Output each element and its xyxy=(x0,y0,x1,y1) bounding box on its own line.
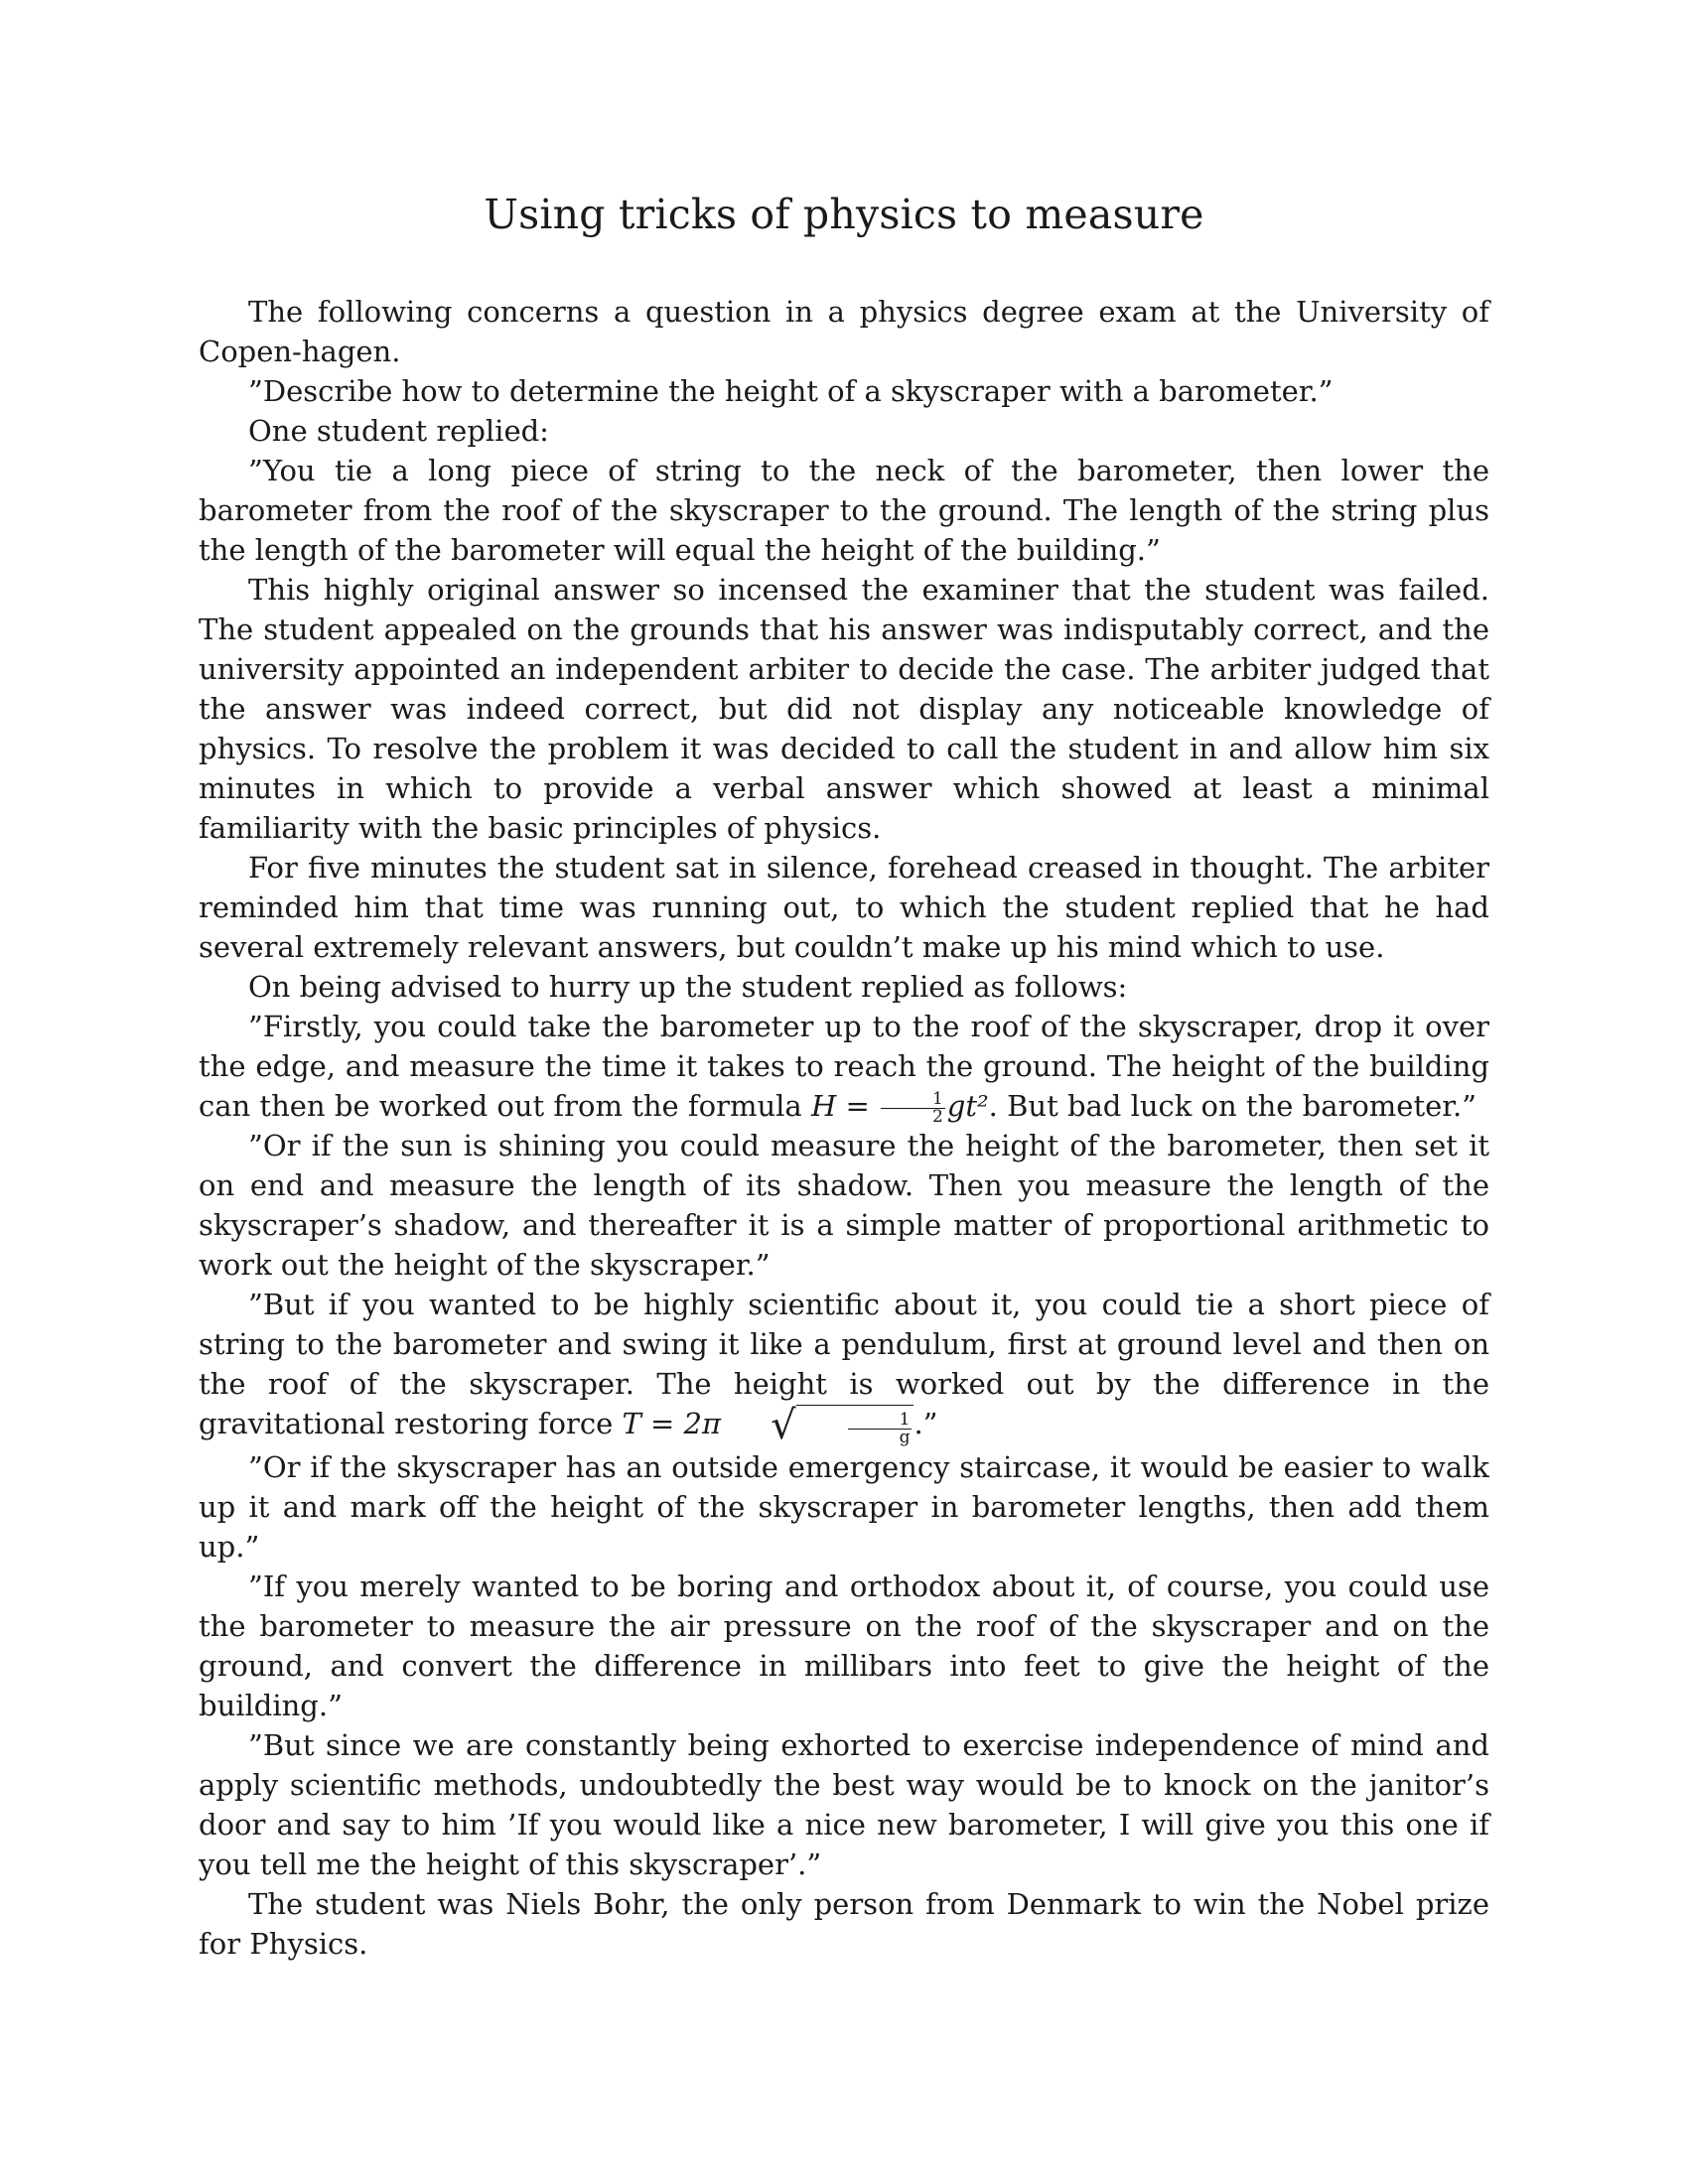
paragraph-student-replied: One student replied: xyxy=(248,414,549,448)
paragraph-conclusion: The student was Niels Bohr, the only person from Denmark to win the Nobel prize for Physics. xyxy=(199,1886,1489,1961)
page-title: Using tricks of physics to measure xyxy=(484,191,1204,238)
paragraph-intro: The following concerns a question in a physics degree exam at the University of Copen-hagen. xyxy=(199,295,1489,368)
paragraph-drop-answer xyxy=(199,1007,1489,1126)
paragraph-pressure-answer: ”If you merely wanted to be boring and orthodox about it, of course, you could use the barometer to measure the air pressure on the roof of the skyscraper and on the ground, and convert the difference in millibars into feet to give the height of the building.” xyxy=(199,1569,1489,1722)
paragraph-drop-text: ”Firstly, you could take the barometer up to the roof of the skyscraper, drop it over the edge, and measure the time it takes to reach the ground. The height of the building can then be worked out from the formula xyxy=(199,1010,1489,1123)
pendulum-formula xyxy=(622,1403,914,1449)
paragraph-pendulum-tail: .” xyxy=(914,1407,938,1440)
free-fall-formula xyxy=(810,1088,989,1127)
paragraph-string-answer: ”You tie a long piece of string to the neck of the barometer, then lower the barometer from the roof of the skyscraper to the ground. The length of the string plus the length of the barometer will equal the height of the building.” xyxy=(199,454,1489,567)
paragraph-drop-tail: . But bad luck on the barometer.” xyxy=(988,1089,1477,1123)
paragraph-hurry: On being advised to hurry up the student replied as follows: xyxy=(248,970,1128,1004)
radical-sign: √ xyxy=(771,1403,796,1449)
document-page xyxy=(199,185,1489,1964)
fraction-l-over-g xyxy=(848,1412,913,1446)
formula-rhs: gt² xyxy=(946,1089,989,1123)
fraction-numerator: 1 xyxy=(848,1412,913,1430)
formula-lhs: H = xyxy=(810,1089,879,1123)
paragraph-question: ”Describe how to determine the height of a skyscraper with a barometer.” xyxy=(248,374,1334,408)
radicand xyxy=(796,1405,914,1447)
paragraph-silence: For five minutes the student sat in silence, forehead creased in thought. The arbiter reminded him that time was running out, to which the student replied that he had several extremely relevant answers, but couldn’t make up his mind which to use. xyxy=(199,851,1489,964)
paragraph-appeal: This highly original answer so incensed the examiner that the student was failed. The student appealed on the grounds that his answer was indisputably correct, and the university appointed an independent arbiter to decide the case. The arbiter judged that the answer was indeed correct, but did not display any noticeable knowledge of physics. To resolve the problem it was decided to call the student in and allow him six minutes in which to provide a verbal answer which showed at least a minimal familiarity with the basic principles of physics. xyxy=(199,573,1489,845)
square-root xyxy=(721,1404,914,1447)
paragraph-staircase-answer: ”Or if the skyscraper has an outside emergency staircase, it would be easier to walk up it and mark off the height of the skyscraper in barometer lengths, then add them up.” xyxy=(199,1449,1489,1564)
paragraph-pendulum-answer xyxy=(199,1285,1489,1447)
paragraph-janitor-answer: ”But since we are constantly being exhorted to exercise independence of mind and apply scientific methods, undoubtedly the best way would be to knock on the janitor’s door and say to him ’If you would like a nice new barometer, I will give you this one if you tell me the height of this skyscraper’.” xyxy=(199,1727,1489,1881)
fraction-denominator: g xyxy=(899,1428,911,1448)
fraction-denominator: 2 xyxy=(931,1106,943,1127)
fraction-one-half xyxy=(881,1088,945,1127)
paragraph-pendulum-text: ”But if you wanted to be highly scientific about it, you could tie a short piece of string to the barometer and swing it like a pendulum, first at ground level and then on the roof of the skyscraper. The height is worked out by the difference in the gravitational restoring force xyxy=(199,1288,1489,1440)
paragraph-shadow-answer: ”Or if the sun is shining you could measure the height of the barometer, then set it on end and measure the length of its shadow. Then you measure the length of the skyscraper’s shadow, and thereafter it is a simple matter of proportional arithmetic to work out the height of the skyscraper.” xyxy=(199,1129,1489,1282)
document-body xyxy=(199,292,1489,1964)
fraction-numerator: 1 xyxy=(881,1091,945,1109)
formula-lhs: T = 2π xyxy=(622,1407,722,1440)
